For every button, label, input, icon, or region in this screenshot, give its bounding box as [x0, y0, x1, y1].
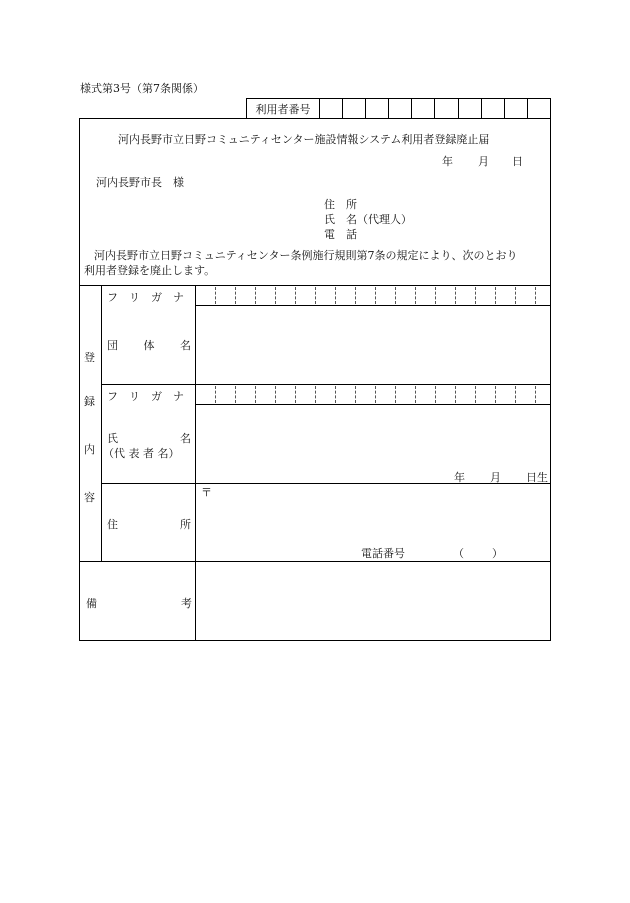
- birth-year[interactable]: 年: [454, 471, 465, 484]
- user-number-cell[interactable]: [528, 99, 550, 118]
- user-number-cell[interactable]: [343, 99, 366, 118]
- address-input[interactable]: [196, 484, 550, 544]
- user-number-cell[interactable]: [459, 99, 482, 118]
- section-label-char: 登: [84, 351, 95, 364]
- form-reference: 様式第3号（第7条関係）: [80, 82, 204, 95]
- user-number-cell[interactable]: [412, 99, 435, 118]
- applicant-address-label[interactable]: 住 所: [324, 198, 357, 211]
- user-number-label: 利用者番号: [247, 99, 320, 118]
- group-furigana-input[interactable]: [196, 286, 550, 305]
- user-number-cell[interactable]: [366, 99, 389, 118]
- representative-name-sublabel: （代 表 者 名）: [103, 447, 180, 460]
- statement-line-1: 河内長野市立日野コミュニティセンター条例施行規則第7条の規定により、次のとおり: [94, 249, 518, 262]
- remarks-input[interactable]: [196, 562, 550, 640]
- representative-furigana-input[interactable]: [196, 385, 550, 404]
- birth-day[interactable]: 日生: [526, 471, 548, 484]
- user-number-box: [246, 98, 551, 118]
- divider: [101, 285, 102, 561]
- section-label-char: 容: [84, 491, 95, 504]
- statement-line-2: 利用者登録を廃止します。: [84, 264, 216, 277]
- addressee: 河内長野市長 様: [96, 176, 184, 189]
- user-number-cell[interactable]: [389, 99, 412, 118]
- remarks-label: 備 考: [86, 597, 192, 610]
- group-name-input[interactable]: [196, 306, 550, 384]
- postal-mark: 〒: [201, 486, 212, 499]
- furigana-label: フ リ ガ ナ: [107, 291, 184, 304]
- date-month[interactable]: 月: [478, 155, 489, 168]
- form-title: 河内長野市立日野コミュニティセンター施設情報システム利用者登録廃止届: [118, 133, 490, 146]
- phone-paren-open[interactable]: （: [453, 547, 464, 560]
- birth-month[interactable]: 月: [490, 471, 501, 484]
- form-frame: [79, 118, 551, 562]
- user-number-cell[interactable]: [320, 99, 343, 118]
- date-year[interactable]: 年: [442, 155, 453, 168]
- applicant-phone-label[interactable]: 電 話: [324, 228, 357, 241]
- address-label: 住 所: [107, 518, 191, 531]
- remarks-box: [79, 562, 551, 641]
- furigana-label: フ リ ガ ナ: [107, 390, 184, 403]
- user-number-cell[interactable]: [482, 99, 505, 118]
- phone-paren-close[interactable]: ）: [492, 547, 503, 560]
- representative-name-input[interactable]: [196, 405, 550, 465]
- section-label-char: 録: [84, 395, 95, 408]
- user-number-cell[interactable]: [435, 99, 458, 118]
- date-day[interactable]: 日: [512, 155, 523, 168]
- applicant-name-label[interactable]: 氏 名（代理人）: [324, 213, 412, 226]
- group-name-label: 団 体 名: [107, 339, 191, 352]
- user-number-cell[interactable]: [505, 99, 528, 118]
- representative-name-label: 氏 名: [107, 432, 191, 445]
- phone-label: 電話番号: [361, 547, 405, 560]
- section-label-char: 内: [84, 443, 95, 456]
